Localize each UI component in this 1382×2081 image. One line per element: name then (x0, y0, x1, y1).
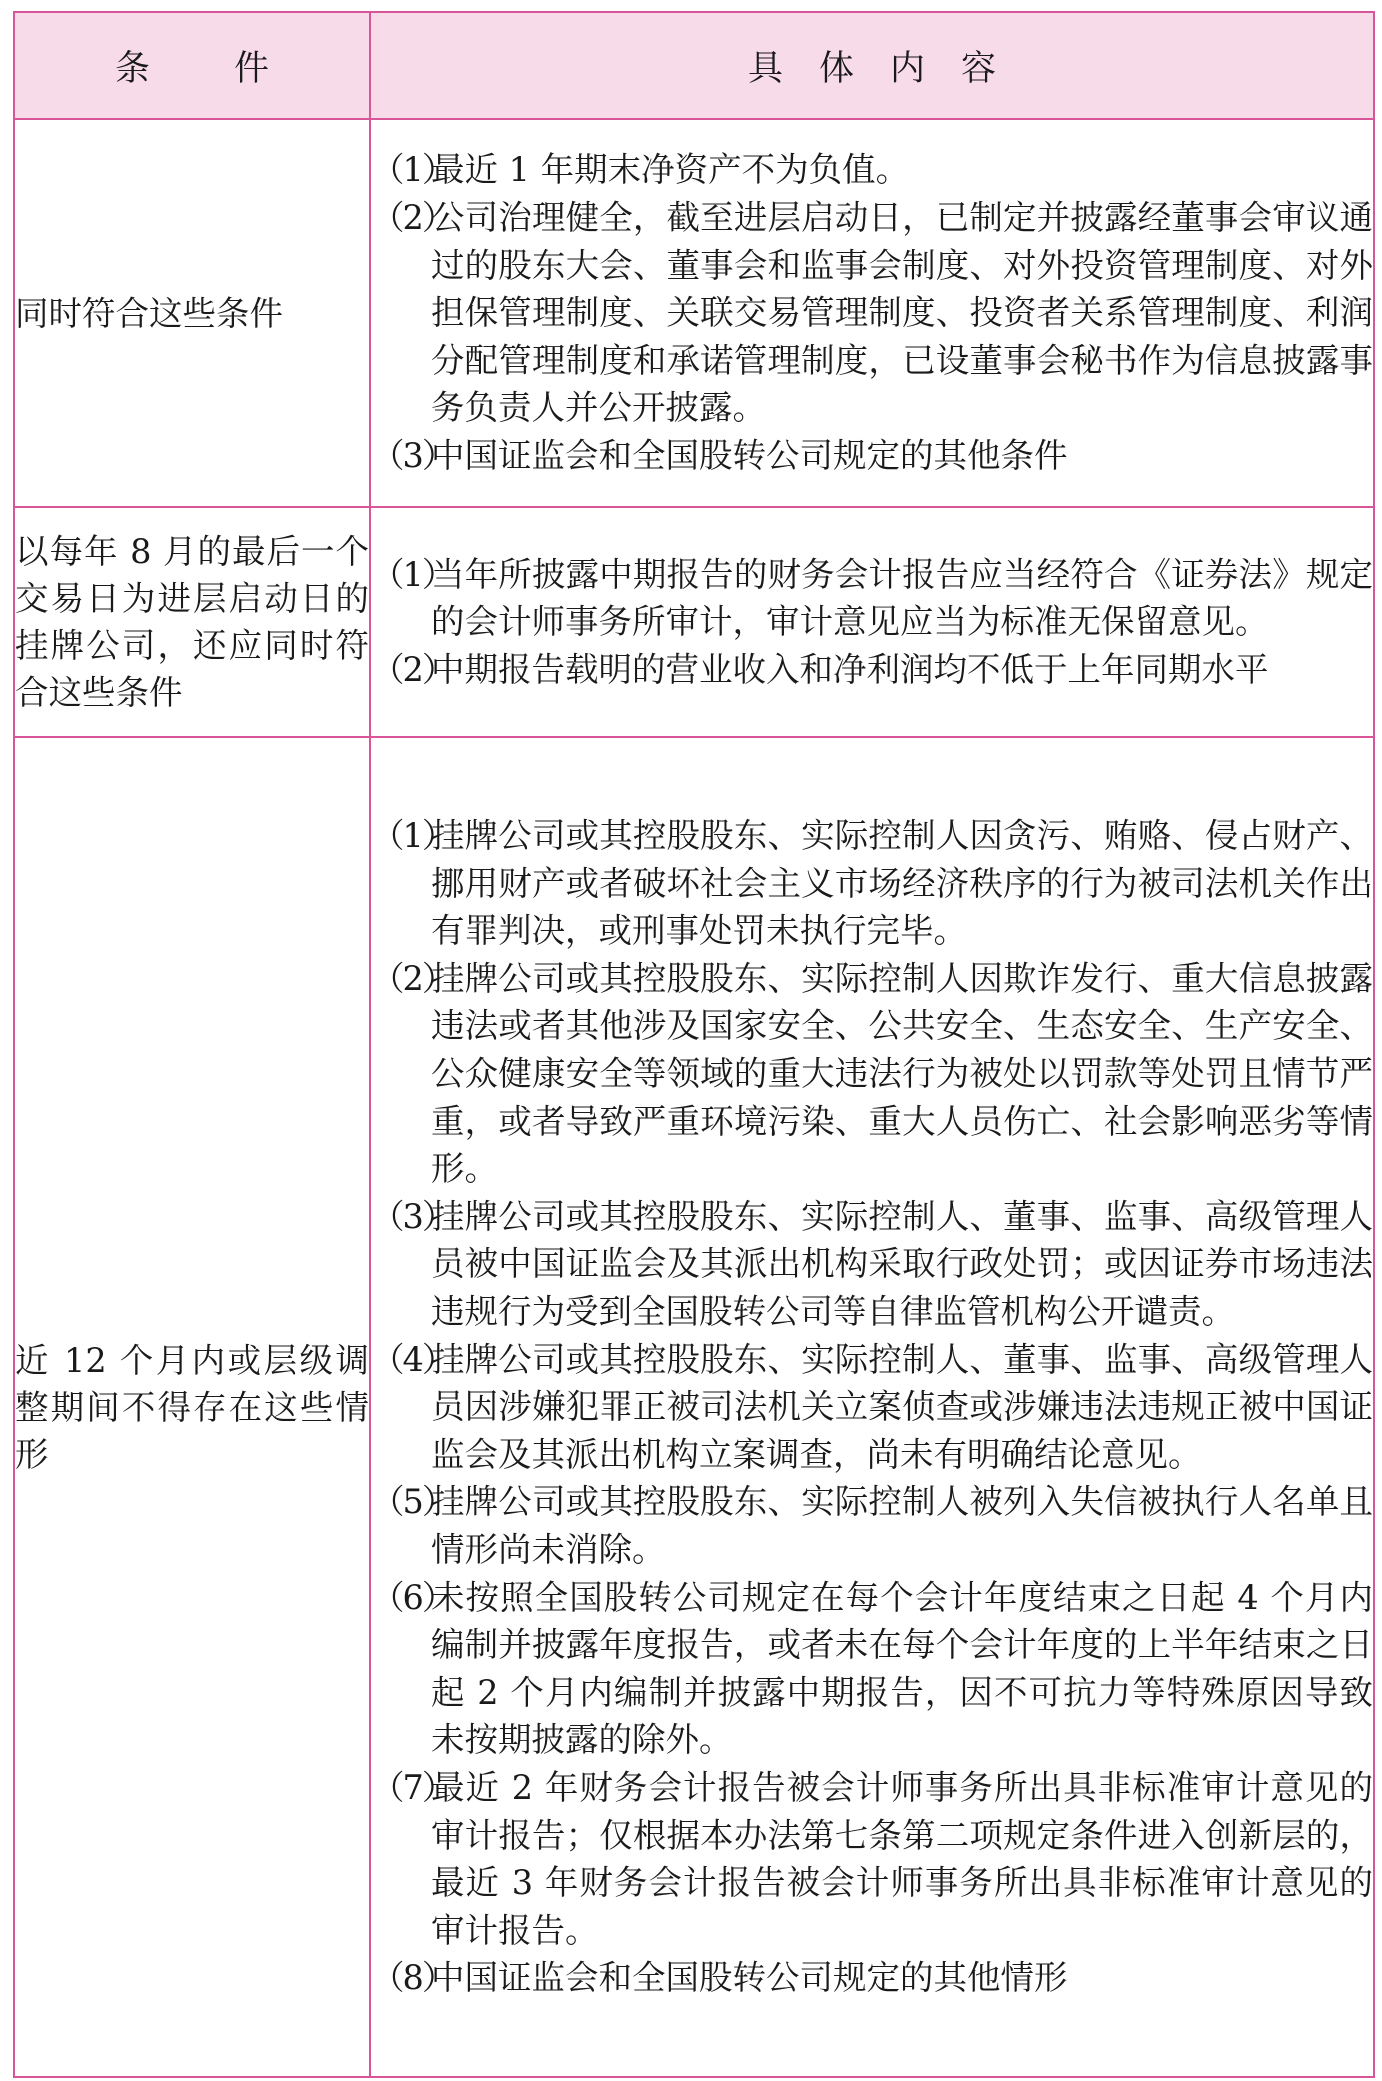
list-item (371, 1574, 1373, 1764)
item-text: 挂牌公司或其控股股东、实际控制人因贪污、贿赂、侵占财产、挪用财产或者破坏社会主义市场经济秩序的行为被司法机关作出有罪判决，或刑事处罚未执行完毕。 (431, 816, 1373, 951)
header-condition-char: 条 (114, 48, 150, 89)
item-text: 未按照全国股转公司规定在每个会计年度结束之日起 4 个月内编制并披露年度报告，或者未在每个会计年度的上半年结束之日起 2 个月内编制并披露中期报告，因不可抗力等特殊原因导致未按期披露的除外。 (431, 1577, 1373, 1760)
item-text: 挂牌公司或其控股股东、实际控制人、董事、监事、高级管理人员因涉嫌犯罪正被司法机关立案侦查或涉嫌违法违规正被中国证监会及其派出机构立案调查，尚未有明确结论意见。 (431, 1339, 1373, 1474)
item-number: （5） (371, 1482, 454, 1522)
list-item (371, 1954, 1373, 2002)
item-number: （6） (371, 1577, 454, 1617)
list-item (371, 812, 1373, 955)
item-number: （3） (371, 435, 454, 475)
item-number: （1） (371, 150, 454, 190)
item-text: 当年所披露中期报告的财务会计报告应当经符合《证券法》规定的会计师事务所审计，审计意见应当为标准无保留意见。 (431, 554, 1373, 642)
header-condition (14, 12, 370, 119)
list-item (371, 551, 1373, 646)
item-text: 中国证监会和全国股转公司规定的其他条件 (431, 435, 1068, 475)
header-condition-char: 件 (234, 48, 270, 89)
item-number: （4） (371, 1339, 454, 1379)
table-row (14, 737, 1374, 2077)
item-text: 中期报告载明的营业收入和净利润均不低于上年同期水平 (431, 649, 1269, 689)
condition-cell: 同时符合这些条件 (14, 119, 370, 507)
header-detail-char: 具 (747, 48, 783, 89)
header-row (14, 12, 1374, 119)
detail-cell (370, 737, 1374, 2077)
item-number: （1） (371, 816, 454, 856)
list-item (371, 1478, 1373, 1573)
item-text: 挂牌公司或其控股股东、实际控制人被列入失信被执行人名单且情形尚未消除。 (431, 1482, 1373, 1569)
item-number: （2） (371, 958, 454, 998)
conditions-table (13, 11, 1375, 2078)
item-number: （2） (371, 649, 454, 689)
list-item (371, 1336, 1373, 1479)
list-item (371, 646, 1373, 694)
item-text: 中国证监会和全国股转公司规定的其他情形 (431, 1958, 1068, 1998)
header-detail-char: 体 (818, 48, 854, 89)
item-number: （8） (371, 1958, 454, 1998)
item-text: 挂牌公司或其控股股东、实际控制人、董事、监事、高级管理人员被中国证监会及其派出机构采取行政处罚；或因证券市场违法违规行为受到全国股转公司等自律监管机构公开谴责。 (431, 1196, 1373, 1332)
table-row (14, 507, 1374, 737)
detail-cell (370, 119, 1374, 507)
table-row (14, 119, 1374, 507)
item-text: 公司治理健全，截至进层启动日，已制定并披露经董事会审议通过的股东大会、董事会和监事会制度、对外投资管理制度、对外担保管理制度、关联交易管理制度、投资者关系管理制度、利润分配管理制度和承诺管理制度，已设董事会秘书作为信息披露事务负责人并公开披露。 (431, 198, 1373, 428)
item-number: （7） (371, 1767, 454, 1807)
list-item (371, 955, 1373, 1193)
list-item (371, 432, 1373, 480)
condition-cell: 近 12 个月内或层级调整期间不得存在这些情形 (14, 737, 370, 2077)
item-text: 挂牌公司或其控股股东、实际控制人因欺诈发行、重大信息披露违法或者其他涉及国家安全、公共安全、生态安全、生产安全、公众健康安全等领域的重大违法行为被处以罚款等处罚且情节严重，或者导致严重环境污染、重大人员伤亡、社会影响恶劣等情形。 (431, 958, 1373, 1189)
header-detail (370, 12, 1374, 119)
item-number: （1） (371, 554, 454, 594)
header-detail-char: 容 (961, 48, 997, 89)
list-item (371, 1764, 1373, 1954)
detail-cell (370, 507, 1374, 737)
item-text: 最近 1 年期末净资产不为负值。 (431, 150, 910, 190)
header-detail-char: 内 (890, 48, 926, 89)
list-item (371, 1193, 1373, 1336)
item-number: （3） (371, 1196, 454, 1236)
condition-cell: 以每年 8 月的最后一个交易日为进层启动日的挂牌公司，还应同时符合这些条件 (14, 507, 370, 737)
item-text: 最近 2 年财务会计报告被会计师事务所出具非标准审计意见的审计报告；仅根据本办法第七条第二项规定条件进入创新层的，最近 3 年财务会计报告被会计师事务所出具非标准审计意见的审计报告。 (431, 1767, 1373, 1950)
list-item (371, 194, 1373, 432)
item-number: （2） (371, 198, 454, 238)
list-item (371, 146, 1373, 194)
